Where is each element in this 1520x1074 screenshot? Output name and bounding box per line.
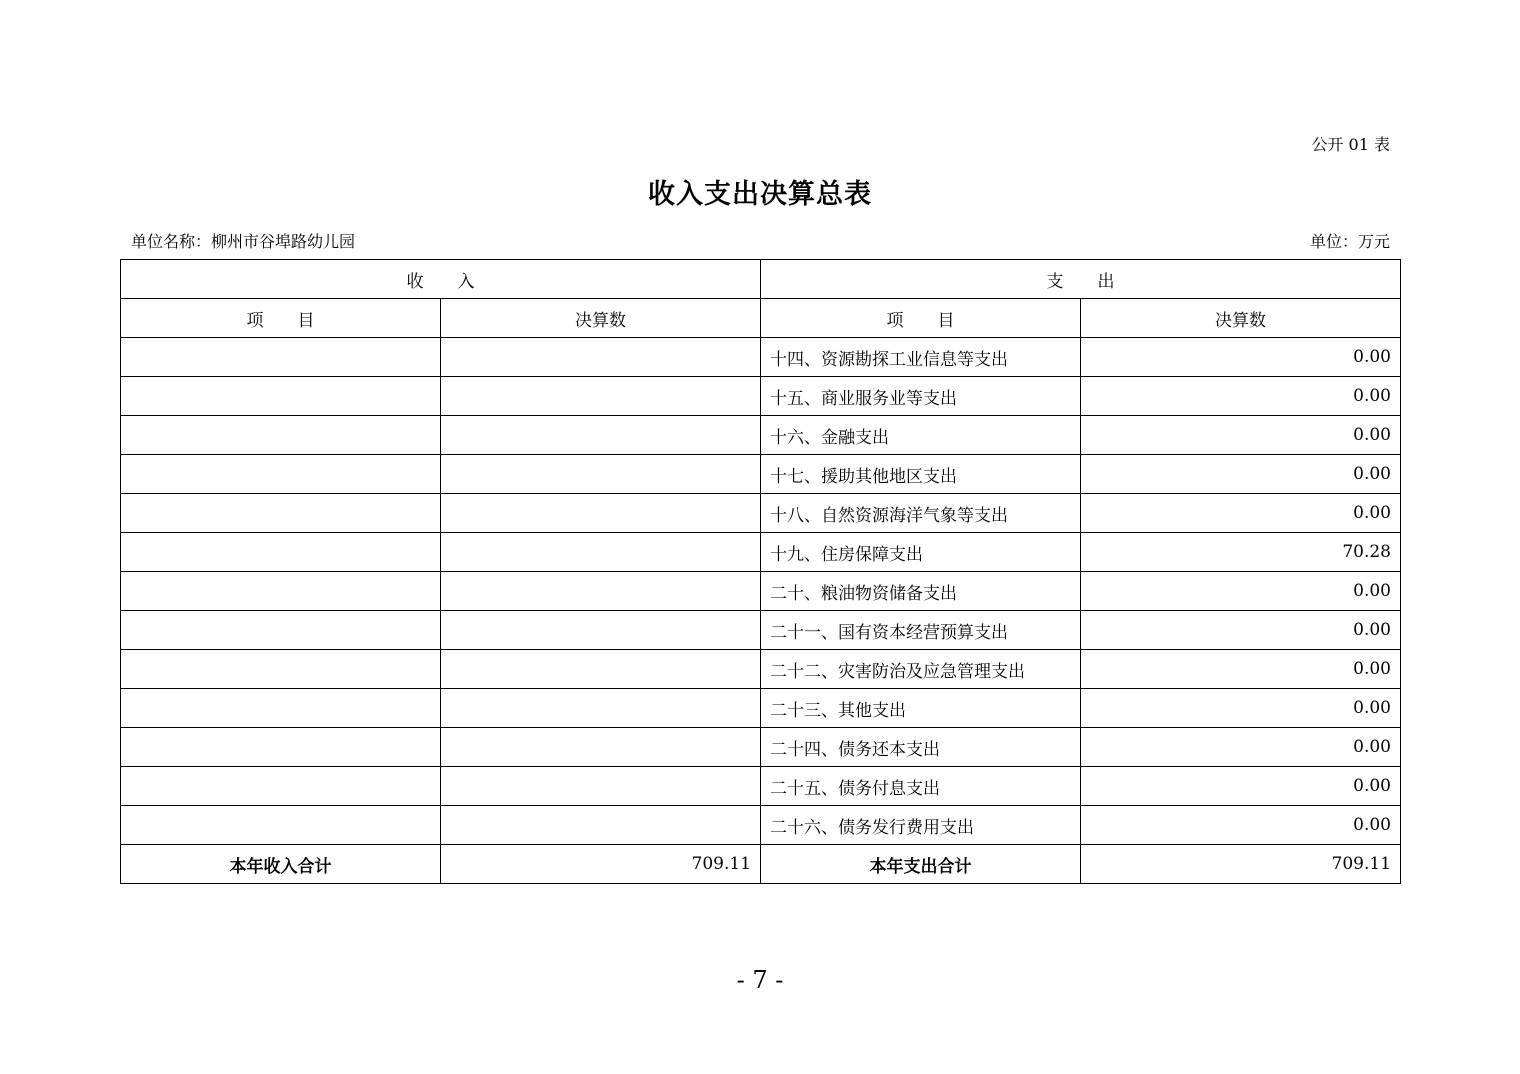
income-item-cell bbox=[121, 494, 441, 533]
expense-amount-header: 决算数 bbox=[1081, 299, 1401, 338]
table-row bbox=[121, 494, 1401, 533]
page-number: - 7 - bbox=[736, 966, 784, 994]
income-amount-cell bbox=[441, 572, 761, 611]
expense-amount-cell: 0.00 bbox=[1081, 806, 1401, 845]
expense-item-cell: 二十一、国有资本经营预算支出 bbox=[761, 611, 1081, 650]
expense-item-cell: 十四、资源勘探工业信息等支出 bbox=[761, 338, 1081, 377]
income-item-cell bbox=[121, 689, 441, 728]
income-amount-cell bbox=[441, 611, 761, 650]
income-total-label: 本年收入合计 bbox=[121, 845, 441, 884]
income-item-cell bbox=[121, 377, 441, 416]
income-item-cell bbox=[121, 806, 441, 845]
income-item-cell bbox=[121, 650, 441, 689]
table-row bbox=[121, 338, 1401, 377]
table-row bbox=[121, 689, 1401, 728]
expense-amount-cell: 0.00 bbox=[1081, 767, 1401, 806]
unit-label: 单位：万元 bbox=[1309, 232, 1390, 251]
table-row bbox=[121, 650, 1401, 689]
expense-item-cell: 二十五、债务付息支出 bbox=[761, 767, 1081, 806]
expense-item-cell: 二十六、债务发行费用支出 bbox=[761, 806, 1081, 845]
income-amount-header: 决算数 bbox=[441, 299, 761, 338]
total-row bbox=[121, 845, 1401, 884]
income-amount-cell bbox=[441, 689, 761, 728]
table-row bbox=[121, 806, 1401, 845]
income-amount-cell bbox=[441, 416, 761, 455]
expense-item-cell: 十九、住房保障支出 bbox=[761, 533, 1081, 572]
expense-amount-cell: 0.00 bbox=[1081, 416, 1401, 455]
income-amount-cell bbox=[441, 806, 761, 845]
expense-item-cell: 十五、商业服务业等支出 bbox=[761, 377, 1081, 416]
expense-amount-cell: 0.00 bbox=[1081, 728, 1401, 767]
table-row bbox=[121, 728, 1401, 767]
column-header-row bbox=[121, 299, 1401, 338]
expense-amount-cell: 0.00 bbox=[1081, 494, 1401, 533]
expense-amount-cell: 0.00 bbox=[1081, 338, 1401, 377]
income-amount-cell bbox=[441, 728, 761, 767]
table-row bbox=[121, 455, 1401, 494]
expense-amount-cell: 0.00 bbox=[1081, 611, 1401, 650]
income-item-header: 项 目 bbox=[121, 299, 441, 338]
income-item-cell bbox=[121, 338, 441, 377]
income-section-header: 收 入 bbox=[121, 260, 761, 299]
expense-item-cell: 十八、自然资源海洋气象等支出 bbox=[761, 494, 1081, 533]
page-title: 收入支出决算总表 bbox=[648, 179, 872, 210]
income-amount-cell bbox=[441, 494, 761, 533]
unit-name: 单位名称：柳州市谷埠路幼儿园 bbox=[131, 232, 356, 251]
expense-amount-cell: 0.00 bbox=[1081, 689, 1401, 728]
expense-item-cell: 二十、粮油物资储备支出 bbox=[761, 572, 1081, 611]
expense-amount-cell: 0.00 bbox=[1081, 455, 1401, 494]
expense-section-header: 支 出 bbox=[761, 260, 1401, 299]
income-amount-cell bbox=[441, 338, 761, 377]
expense-item-cell: 二十四、债务还本支出 bbox=[761, 728, 1081, 767]
table-row bbox=[121, 377, 1401, 416]
table-row bbox=[121, 533, 1401, 572]
table-row bbox=[121, 416, 1401, 455]
expense-total-label: 本年支出合计 bbox=[761, 845, 1081, 884]
expense-total-amount: 709.11 bbox=[1081, 845, 1401, 884]
income-item-cell bbox=[121, 455, 441, 494]
form-number: 公开 01 表 bbox=[1311, 135, 1390, 154]
income-amount-cell bbox=[441, 650, 761, 689]
income-amount-cell bbox=[441, 767, 761, 806]
section-header-row bbox=[121, 260, 1401, 299]
table-row bbox=[121, 572, 1401, 611]
income-expense-table bbox=[120, 259, 1401, 884]
income-total-amount: 709.11 bbox=[441, 845, 761, 884]
expense-item-header: 项 目 bbox=[761, 299, 1081, 338]
expense-amount-cell: 70.28 bbox=[1081, 533, 1401, 572]
expense-amount-cell: 0.00 bbox=[1081, 377, 1401, 416]
expense-item-cell: 二十三、其他支出 bbox=[761, 689, 1081, 728]
income-item-cell bbox=[121, 572, 441, 611]
expense-item-cell: 十六、金融支出 bbox=[761, 416, 1081, 455]
expense-item-cell: 二十二、灾害防治及应急管理支出 bbox=[761, 650, 1081, 689]
income-item-cell bbox=[121, 611, 441, 650]
income-amount-cell bbox=[441, 533, 761, 572]
table-row bbox=[121, 767, 1401, 806]
income-amount-cell bbox=[441, 377, 761, 416]
expense-item-cell: 十七、援助其他地区支出 bbox=[761, 455, 1081, 494]
expense-amount-cell: 0.00 bbox=[1081, 650, 1401, 689]
income-item-cell bbox=[121, 767, 441, 806]
table-row bbox=[121, 611, 1401, 650]
expense-amount-cell: 0.00 bbox=[1081, 572, 1401, 611]
income-amount-cell bbox=[441, 455, 761, 494]
income-item-cell bbox=[121, 533, 441, 572]
income-item-cell bbox=[121, 728, 441, 767]
income-item-cell bbox=[121, 416, 441, 455]
